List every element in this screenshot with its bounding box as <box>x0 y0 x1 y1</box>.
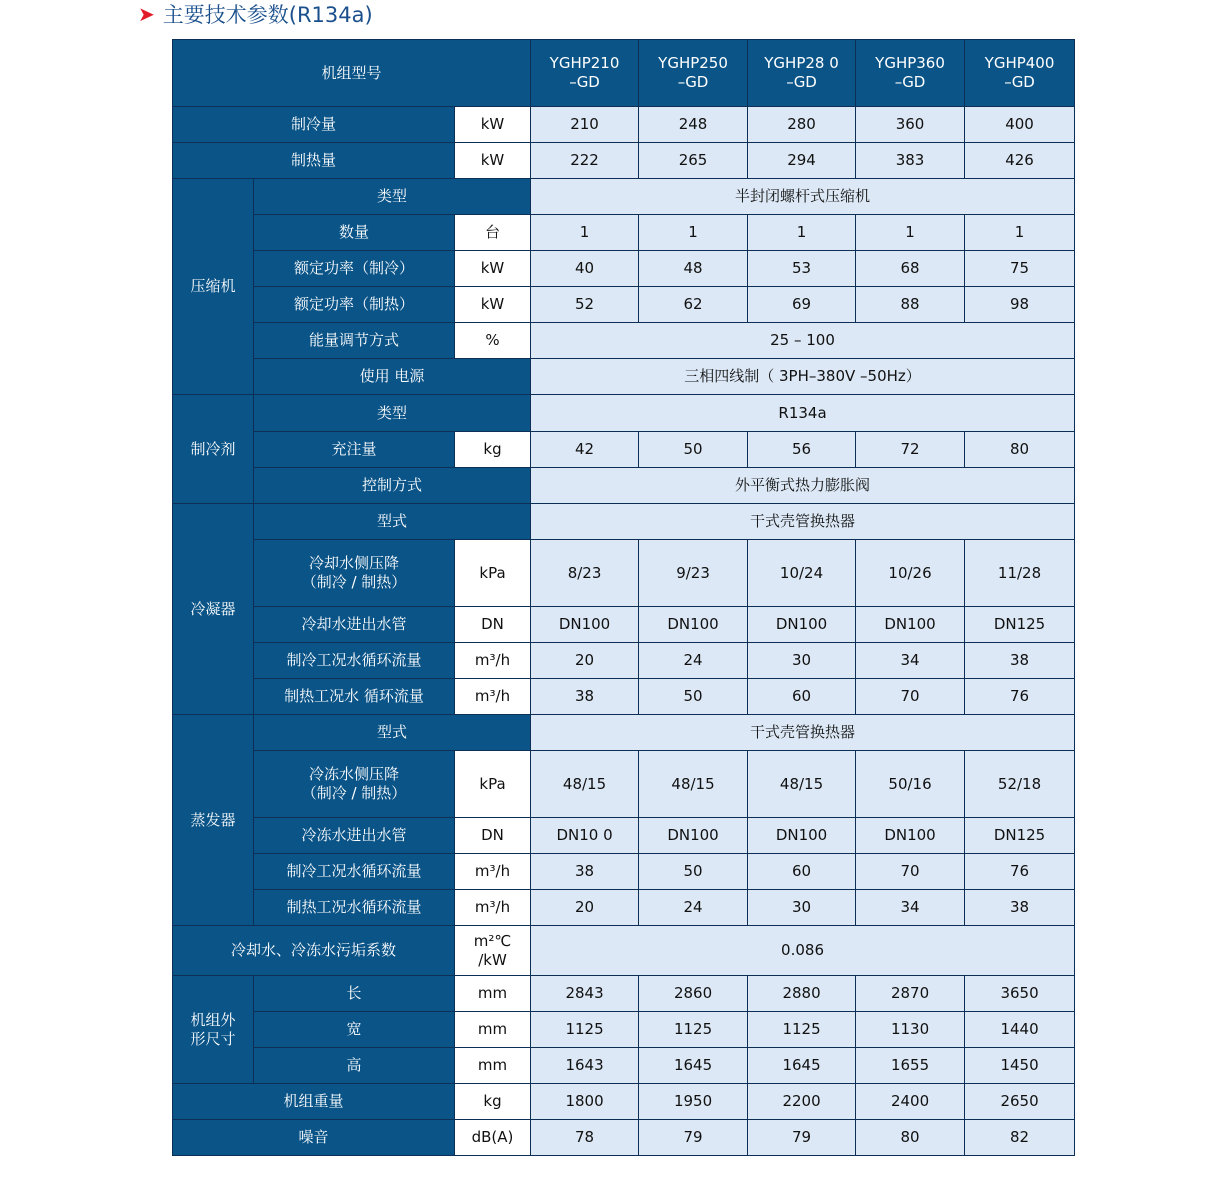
table-row <box>173 715 1075 751</box>
value-cell: 25 – 100 <box>531 323 1075 359</box>
row-label: 充注量 <box>254 432 455 468</box>
value-cell: 30 <box>748 643 856 679</box>
group-label-evaporator: 蒸发器 <box>173 715 254 926</box>
value-cell: 10/26 <box>856 540 965 607</box>
unit-cell: kPa <box>455 751 531 818</box>
unit-cell: mm <box>455 1048 531 1084</box>
arrow-icon: ➤ <box>138 2 155 26</box>
value-cell: 三相四线制（ 3PH–380V –50Hz） <box>531 359 1075 395</box>
value-cell: 1950 <box>639 1084 748 1120</box>
value-cell: 干式壳管换热器 <box>531 504 1075 540</box>
table-row <box>173 926 1075 976</box>
value-cell: DN100 <box>639 818 748 854</box>
row-label: 噪音 <box>173 1120 455 1156</box>
unit-cell: m³/h <box>455 643 531 679</box>
value-cell: 1450 <box>965 1048 1075 1084</box>
value-cell: 1130 <box>856 1012 965 1048</box>
unit-cell: m²℃ /kW <box>455 926 531 976</box>
value-cell: 50/16 <box>856 751 965 818</box>
unit-cell: DN <box>455 818 531 854</box>
row-label: 能量调节方式 <box>254 323 455 359</box>
unit-cell: kg <box>455 432 531 468</box>
table-row <box>173 143 1075 179</box>
table-row <box>173 179 1075 215</box>
row-label: 型式 <box>254 715 531 751</box>
row-label: 制热量 <box>173 143 455 179</box>
value-cell: 52/18 <box>965 751 1075 818</box>
group-label-refrigerant: 制冷剂 <box>173 395 254 504</box>
value-cell: 79 <box>748 1120 856 1156</box>
value-cell: DN100 <box>748 818 856 854</box>
value-cell: 24 <box>639 643 748 679</box>
unit-cell: kW <box>455 251 531 287</box>
table-row <box>173 251 1075 287</box>
value-cell: 75 <box>965 251 1075 287</box>
model-cell: YGHP400 –GD <box>965 40 1075 107</box>
value-cell: 48/15 <box>531 751 639 818</box>
value-cell: 48/15 <box>639 751 748 818</box>
unit-cell: kW <box>455 287 531 323</box>
model-cell: YGHP28 0 –GD <box>748 40 856 107</box>
value-cell: 34 <box>856 643 965 679</box>
value-cell: 9/23 <box>639 540 748 607</box>
value-cell: 34 <box>856 890 965 926</box>
value-cell: 半封闭螺杆式压缩机 <box>531 179 1075 215</box>
value-cell: 10/24 <box>748 540 856 607</box>
unit-cell: m³/h <box>455 890 531 926</box>
table-row <box>173 643 1075 679</box>
table-row <box>173 432 1075 468</box>
header-row <box>173 40 1075 107</box>
table-row <box>173 890 1075 926</box>
value-cell: DN10 0 <box>531 818 639 854</box>
value-cell: 294 <box>748 143 856 179</box>
value-cell: 50 <box>639 432 748 468</box>
unit-cell: kW <box>455 143 531 179</box>
value-cell: 40 <box>531 251 639 287</box>
value-cell: DN125 <box>965 607 1075 643</box>
unit-cell: DN <box>455 607 531 643</box>
value-cell: 1 <box>531 215 639 251</box>
value-cell: 1 <box>965 215 1075 251</box>
unit-cell: m³/h <box>455 679 531 715</box>
value-cell: 222 <box>531 143 639 179</box>
value-cell: 1645 <box>639 1048 748 1084</box>
value-cell: 70 <box>856 679 965 715</box>
table-row <box>173 607 1075 643</box>
value-cell: 210 <box>531 107 639 143</box>
value-cell: 1800 <box>531 1084 639 1120</box>
value-cell: 干式壳管换热器 <box>531 715 1075 751</box>
table-row <box>173 395 1075 432</box>
unit-cell: kg <box>455 1084 531 1120</box>
model-cell: YGHP210 –GD <box>531 40 639 107</box>
group-label-condenser: 冷凝器 <box>173 504 254 715</box>
table-row <box>173 287 1075 323</box>
value-cell: 24 <box>639 890 748 926</box>
unit-cell: dB(A) <box>455 1120 531 1156</box>
table-row <box>173 1084 1075 1120</box>
value-cell: DN100 <box>531 607 639 643</box>
value-cell: 1125 <box>531 1012 639 1048</box>
value-cell: 1 <box>748 215 856 251</box>
value-cell: 20 <box>531 643 639 679</box>
value-cell: 20 <box>531 890 639 926</box>
table-row <box>173 468 1075 504</box>
value-cell: 426 <box>965 143 1075 179</box>
section-title-text: 主要技术参数(R134a) <box>162 3 373 27</box>
value-cell: 1125 <box>748 1012 856 1048</box>
model-cell: YGHP360 –GD <box>856 40 965 107</box>
row-label: 冷却水侧压降 （制冷 / 制热） <box>254 540 455 607</box>
value-cell: 72 <box>856 432 965 468</box>
value-cell: 1643 <box>531 1048 639 1084</box>
unit-cell: mm <box>455 976 531 1012</box>
row-label: 宽 <box>254 1012 455 1048</box>
value-cell: 82 <box>965 1120 1075 1156</box>
unit-cell: kPa <box>455 540 531 607</box>
value-cell: 88 <box>856 287 965 323</box>
row-label: 额定功率（制冷） <box>254 251 455 287</box>
spec-table <box>172 39 1075 1156</box>
row-label: 冷冻水侧压降 （制冷 / 制热） <box>254 751 455 818</box>
value-cell: 98 <box>965 287 1075 323</box>
value-cell: 48/15 <box>748 751 856 818</box>
table-row <box>173 751 1075 818</box>
value-cell: 1 <box>639 215 748 251</box>
row-label: 机组重量 <box>173 1084 455 1120</box>
row-label: 额定功率（制热） <box>254 287 455 323</box>
value-cell: 78 <box>531 1120 639 1156</box>
unit-cell: % <box>455 323 531 359</box>
table-row <box>173 1048 1075 1084</box>
value-cell: 1655 <box>856 1048 965 1084</box>
table-row <box>173 854 1075 890</box>
group-label-dimensions: 机组外 形尺寸 <box>173 976 254 1084</box>
row-label: 冷冻水进出水管 <box>254 818 455 854</box>
value-cell: 外平衡式热力膨胀阀 <box>531 468 1075 504</box>
row-label: 使用 电源 <box>254 359 531 395</box>
table-row <box>173 679 1075 715</box>
value-cell: DN100 <box>748 607 856 643</box>
value-cell: 52 <box>531 287 639 323</box>
table-row <box>173 818 1075 854</box>
section-title <box>138 0 373 28</box>
value-cell: 38 <box>531 854 639 890</box>
value-cell: 2400 <box>856 1084 965 1120</box>
value-cell: 60 <box>748 854 856 890</box>
row-label: 类型 <box>254 395 531 432</box>
value-cell: 400 <box>965 107 1075 143</box>
table-row <box>173 1120 1075 1156</box>
value-cell: 2880 <box>748 976 856 1012</box>
row-label: 制冷工况水循环流量 <box>254 854 455 890</box>
value-cell: DN125 <box>965 818 1075 854</box>
value-cell: DN100 <box>856 607 965 643</box>
table-row <box>173 504 1075 540</box>
value-cell: 8/23 <box>531 540 639 607</box>
value-cell: 80 <box>856 1120 965 1156</box>
table-row <box>173 976 1075 1012</box>
row-label: 制热工况水 循环流量 <box>254 679 455 715</box>
table-row <box>173 1012 1075 1048</box>
value-cell: 62 <box>639 287 748 323</box>
unit-cell: kW <box>455 107 531 143</box>
value-cell: 79 <box>639 1120 748 1156</box>
group-label-compressor: 压缩机 <box>173 179 254 395</box>
value-cell: 48 <box>639 251 748 287</box>
value-cell: 76 <box>965 854 1075 890</box>
value-cell: 42 <box>531 432 639 468</box>
value-cell: 2650 <box>965 1084 1075 1120</box>
value-cell: 70 <box>856 854 965 890</box>
value-cell: 50 <box>639 679 748 715</box>
row-label: 类型 <box>254 179 531 215</box>
table-row <box>173 323 1075 359</box>
value-cell: 30 <box>748 890 856 926</box>
row-label: 高 <box>254 1048 455 1084</box>
unit-cell: m³/h <box>455 854 531 890</box>
value-cell: 1125 <box>639 1012 748 1048</box>
value-cell: 2843 <box>531 976 639 1012</box>
value-cell: 53 <box>748 251 856 287</box>
row-label: 制冷量 <box>173 107 455 143</box>
value-cell: 38 <box>965 643 1075 679</box>
value-cell: 0.086 <box>531 926 1075 976</box>
value-cell: 1 <box>856 215 965 251</box>
value-cell: 2200 <box>748 1084 856 1120</box>
value-cell: 56 <box>748 432 856 468</box>
table-row <box>173 215 1075 251</box>
table-row <box>173 107 1075 143</box>
value-cell: 69 <box>748 287 856 323</box>
table-row <box>173 540 1075 607</box>
value-cell: 280 <box>748 107 856 143</box>
value-cell: 248 <box>639 107 748 143</box>
value-cell: 2870 <box>856 976 965 1012</box>
value-cell: 38 <box>531 679 639 715</box>
value-cell: 60 <box>748 679 856 715</box>
value-cell: 38 <box>965 890 1075 926</box>
value-cell: 1440 <box>965 1012 1075 1048</box>
row-label: 控制方式 <box>254 468 531 504</box>
value-cell: 360 <box>856 107 965 143</box>
model-cell: YGHP250 –GD <box>639 40 748 107</box>
value-cell: 68 <box>856 251 965 287</box>
row-label: 型式 <box>254 504 531 540</box>
unit-cell: 台 <box>455 215 531 251</box>
row-label: 冷却水、冷冻水污垢系数 <box>173 926 455 976</box>
model-header-label: 机组型号 <box>173 40 531 107</box>
row-label: 冷却水进出水管 <box>254 607 455 643</box>
table-row <box>173 359 1075 395</box>
value-cell: 76 <box>965 679 1075 715</box>
value-cell: R134a <box>531 395 1075 432</box>
value-cell: 3650 <box>965 976 1075 1012</box>
value-cell: 11/28 <box>965 540 1075 607</box>
value-cell: 383 <box>856 143 965 179</box>
value-cell: 2860 <box>639 976 748 1012</box>
unit-cell: mm <box>455 1012 531 1048</box>
row-label: 长 <box>254 976 455 1012</box>
row-label: 制热工况水循环流量 <box>254 890 455 926</box>
value-cell: 50 <box>639 854 748 890</box>
row-label: 数量 <box>254 215 455 251</box>
row-label: 制冷工况水循环流量 <box>254 643 455 679</box>
value-cell: DN100 <box>639 607 748 643</box>
value-cell: 1645 <box>748 1048 856 1084</box>
value-cell: DN100 <box>856 818 965 854</box>
value-cell: 80 <box>965 432 1075 468</box>
value-cell: 265 <box>639 143 748 179</box>
